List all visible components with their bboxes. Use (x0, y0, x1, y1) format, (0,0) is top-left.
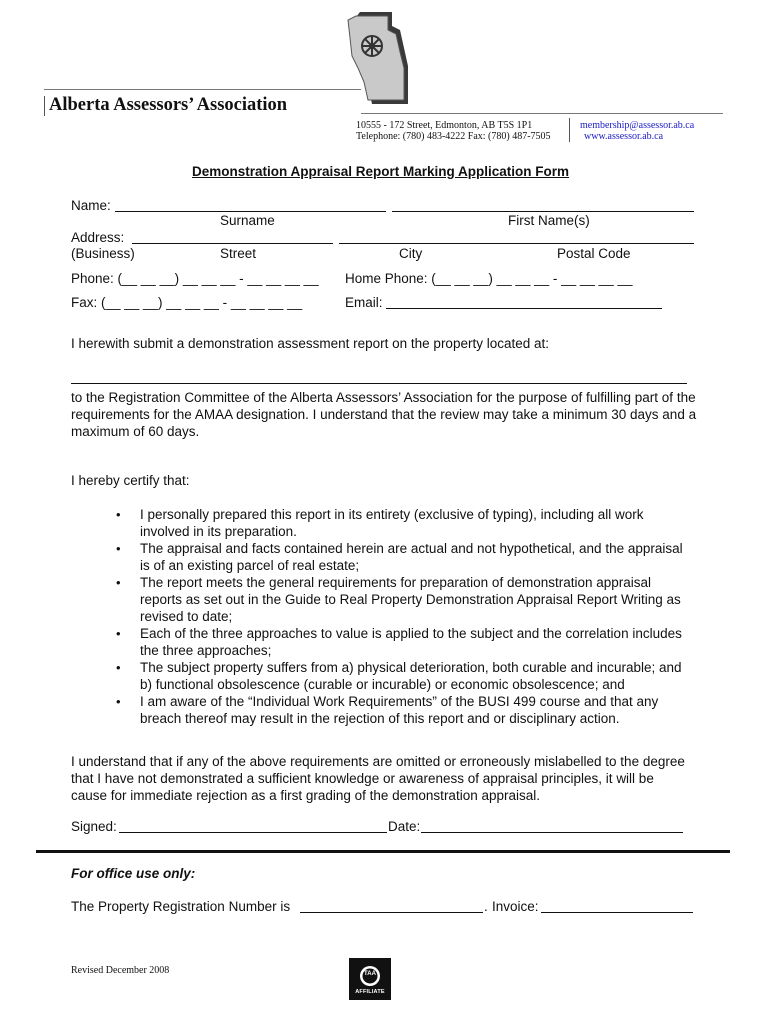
understand-statement: I understand that if any of the above requirements are omitted or erroneously mislabelled to the degree that I have not demonstrated a sufficient knowledge or awareness of appraisal principles, it will be cause for immediate rejection as a first grading of the demonstration appraisal. (71, 754, 685, 803)
revised-date: Revised December 2008 (71, 965, 170, 976)
header-top-rule (44, 89, 361, 90)
email-link[interactable]: membership@assessor.ab.ca (580, 120, 695, 131)
list-item (116, 625, 685, 659)
certification-text: I personally prepared this report in its entirety (exclusive of typing), including all work involved in its preparation. (140, 507, 644, 539)
certification-text: The report meets the general requirements for preparation of demonstration appraisal reports as set out in the Guide to Real Property Demonstration Appraisal Report Writing as revised to date; (140, 575, 681, 624)
website-link[interactable]: www.assessor.ab.ca (584, 131, 664, 142)
firstname-caption: First Name(s) (508, 213, 590, 228)
registration-number-field[interactable] (300, 900, 483, 913)
phone-field[interactable]: Phone: (__ __ __) __ __ __ - __ __ __ __ (71, 271, 319, 286)
org-phone-fax: Telephone: (780) 483-4222 Fax: (780) 487-7505 (356, 131, 551, 142)
org-name: Alberta Assessors’ Association (49, 95, 288, 115)
affiliate-badge (349, 958, 391, 1000)
badge-affiliate-text: AFFILIATE (355, 989, 385, 995)
date-label: Date: (388, 819, 421, 834)
email-field[interactable] (386, 296, 662, 309)
street-field[interactable] (132, 231, 333, 244)
registration-number-label: The Property Registration Number is (71, 899, 291, 914)
bullet-icon: • (116, 575, 121, 590)
home-phone-field[interactable]: Home Phone: (__ __ __) __ __ __ - __ __ __ __ (345, 271, 633, 286)
certification-text: The subject property suffers from a) physical deterioration, both curable and incurable; and b) functional obsolescence (curable or incurable) or economic obsolescence; and (140, 660, 682, 692)
address-label: Address: (71, 230, 125, 245)
city-caption: City (399, 246, 423, 261)
surname-caption: Surname (220, 213, 275, 228)
certification-text: I am aware of the “Individual Work Requirements” of the BUSI 499 course and that any breach thereof may result in the rejection of this report and or disciplinary action. (140, 694, 659, 726)
bullet-icon: • (116, 507, 121, 522)
bullet-icon: • (116, 694, 121, 709)
certify-intro: I hereby certify that: (71, 473, 190, 488)
signed-label: Signed: (71, 819, 117, 834)
bullet-icon: • (116, 626, 121, 641)
period: . (484, 899, 488, 914)
name-label: Name: (71, 198, 111, 213)
property-location-field[interactable] (71, 371, 687, 384)
list-item (116, 574, 685, 625)
registration-statement: to the Registration Committee of the Alberta Assessors’ Association for the purpose of fulfilling part of the requirements for the AMAA designation. I understand that the review may take a minimum 30 days and a maximum of 60 days. (71, 390, 697, 439)
invoice-label: Invoice: (492, 899, 539, 914)
list-item (116, 506, 685, 540)
list-item (116, 540, 685, 574)
org-address: 10555 - 172 Street, Edmonton, AB T5S 1P1 (356, 120, 533, 131)
header-left-bar (44, 96, 45, 116)
city-postal-field[interactable] (339, 231, 694, 244)
signature-field[interactable] (119, 820, 387, 833)
form-title: Demonstration Appraisal Report Marking Application Form (192, 164, 570, 179)
email-label: Email: (345, 295, 383, 310)
contact-divider (569, 118, 570, 142)
badge-top-text: TAA (364, 971, 376, 977)
date-field[interactable] (421, 820, 683, 833)
office-heading: For office use only: (71, 866, 196, 881)
surname-field[interactable] (115, 199, 386, 212)
fax-field[interactable]: Fax: (__ __ __) __ __ __ - __ __ __ __ (71, 295, 303, 310)
invoice-field[interactable] (541, 900, 693, 913)
business-caption: (Business) (71, 246, 135, 261)
firstname-field[interactable] (392, 199, 694, 212)
submit-statement: I herewith submit a demonstration assessment report on the property located at: (71, 336, 549, 351)
street-caption: Street (220, 246, 257, 261)
bullet-icon: • (116, 541, 121, 556)
certification-text: The appraisal and facts contained herein are actual and not hypothetical, and the appraisal is of an existing parcel of real estate; (140, 541, 683, 573)
postal-caption: Postal Code (557, 246, 631, 261)
alberta-province-logo-icon (338, 8, 418, 108)
certification-text: Each of the three approaches to value is applied to the subject and the correlation includes the three approaches; (140, 626, 682, 658)
list-item (116, 693, 685, 727)
alberta-logo (338, 8, 418, 108)
office-divider (36, 850, 730, 853)
bullet-icon: • (116, 660, 121, 675)
certification-list (116, 506, 685, 727)
list-item (116, 659, 685, 693)
header-right-rule (361, 113, 723, 114)
